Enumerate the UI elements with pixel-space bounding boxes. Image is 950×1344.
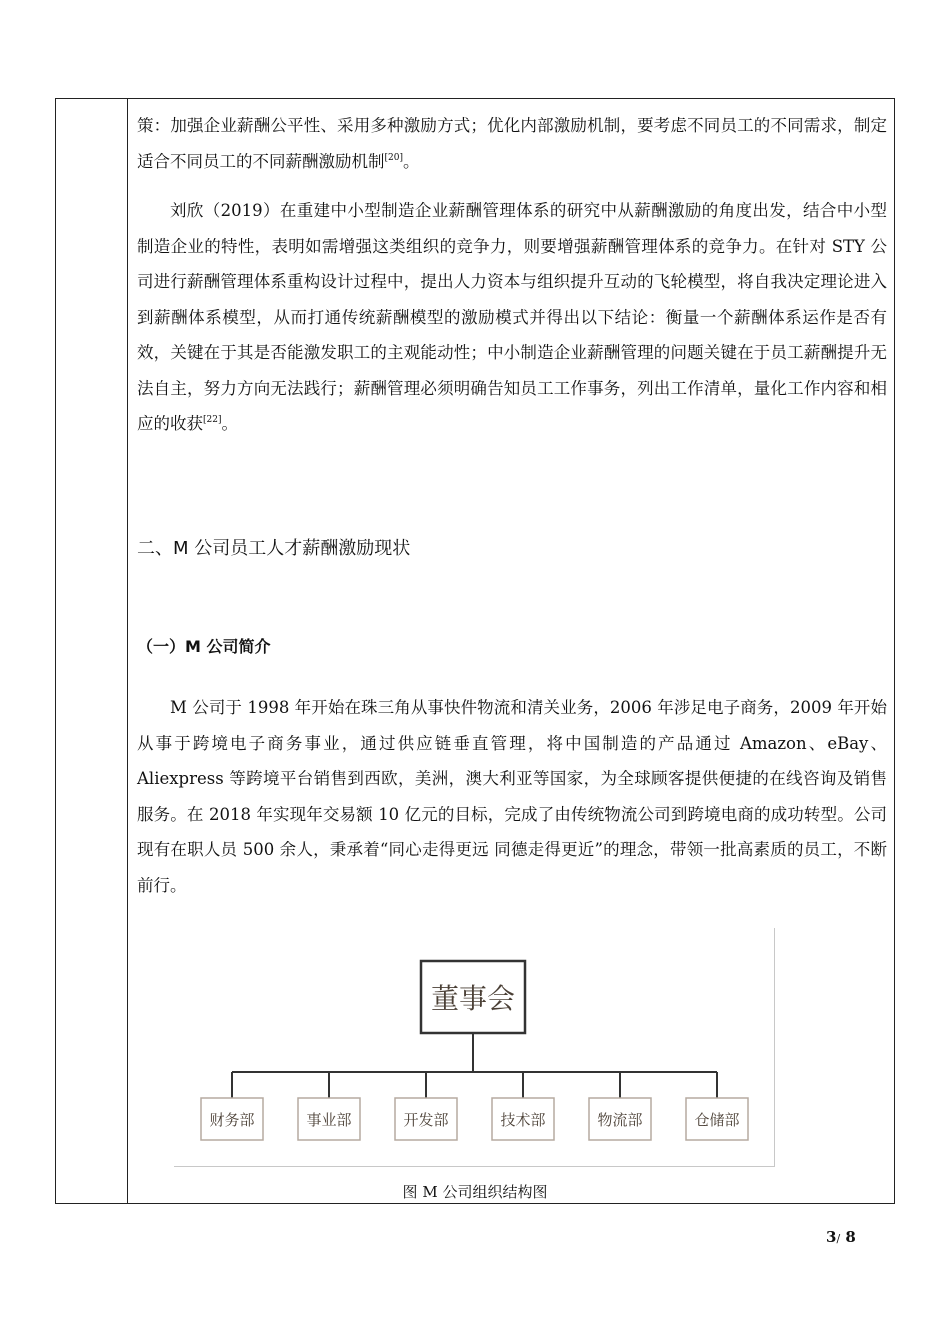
paragraph-2-text: 刘欣（2019）在重建中小型制造企业薪酬管理体系的研究中从薪酬激励的角度出发，结合中小型制造企业的特性，表明如需增强这类组织的竞争力，则要增强薪酬管理体系的竞争力。在针对 STY 公司进行薪酬管理体系重构设计过程中，提出人力资本与组织提升互动的飞轮模型，将自我决定理论进入到薪酬体系模型，从而打通传统薪酬模型的激励模式并得出以下结论：衡量一个薪酬体系运作是否有效，关键在于其是否能激发职工的主观能动性；中小制造企业薪酬管理的问题关键在于员工薪酬提升无法自主，努力方向无法践行；薪酬管理必须明确告知员工工作事务，列出工作清单，量化工作内容和相应的收获 bbox=[137, 201, 887, 433]
org-chart-svg bbox=[174, 928, 774, 1166]
org-root-label: 董事会 bbox=[430, 982, 516, 1015]
org-child-label: 开发部 bbox=[403, 1111, 449, 1129]
org-child-label: 技术部 bbox=[500, 1111, 546, 1129]
paragraph-1-end: 。 bbox=[402, 151, 420, 171]
org-child-label: 财务部 bbox=[209, 1111, 255, 1129]
page-number bbox=[826, 1228, 856, 1246]
org-chart bbox=[174, 928, 775, 1167]
paragraph-1-text: 策：加强企业薪酬公平性、采用多种激励方式；优化内部激励机制，要考虑不同员工的不同需求，制定适合不同员工的不同薪酬激励机制 bbox=[137, 116, 887, 171]
figure-caption: 图 M 公司组织结构图 bbox=[402, 1183, 548, 1201]
org-child-label: 物流部 bbox=[597, 1111, 643, 1129]
paragraph-1 bbox=[137, 108, 887, 179]
citation-20: [20] bbox=[384, 152, 403, 163]
subsection-heading: （一）M 公司简介 bbox=[137, 637, 271, 656]
paragraph-3: M 公司于 1998 年开始在珠三角从事快件物流和清关业务，2006 年涉足电子商务，2009 年开始从事于跨境电子商务事业，通过供应链垂直管理，将中国制造的产品通过 Amazon、eBay、Aliexpress 等跨境平台销售到西欧，美洲，澳大利亚等国家，为全球顾客提供便捷的在线咨询及销售服务。在 2018 年实现年交易额 10 亿元的目标，完成了由传统物流公司到跨境电商的成功转型。公司现有在职人员 500 余人，秉承着“同心走得更远 同德走得更近”的理念，带领一批高素质的员工，不断前行。 bbox=[137, 698, 887, 895]
org-children bbox=[201, 1072, 748, 1140]
citation-22: [22] bbox=[203, 414, 222, 425]
company-intro bbox=[137, 690, 887, 903]
page-total: 8 bbox=[845, 1228, 856, 1246]
paragraph-2-end: 。 bbox=[221, 414, 238, 433]
paragraph-2 bbox=[137, 193, 887, 442]
column-divider bbox=[127, 98, 128, 1204]
section-heading: 二、M 公司员工人才薪酬激励现状 bbox=[137, 538, 411, 559]
org-child-label: 仓储部 bbox=[694, 1111, 740, 1129]
page-separator: / bbox=[836, 1232, 841, 1245]
literature-review-text bbox=[137, 108, 887, 442]
page-current: 3 bbox=[826, 1228, 837, 1246]
org-child-label: 事业部 bbox=[306, 1111, 352, 1129]
